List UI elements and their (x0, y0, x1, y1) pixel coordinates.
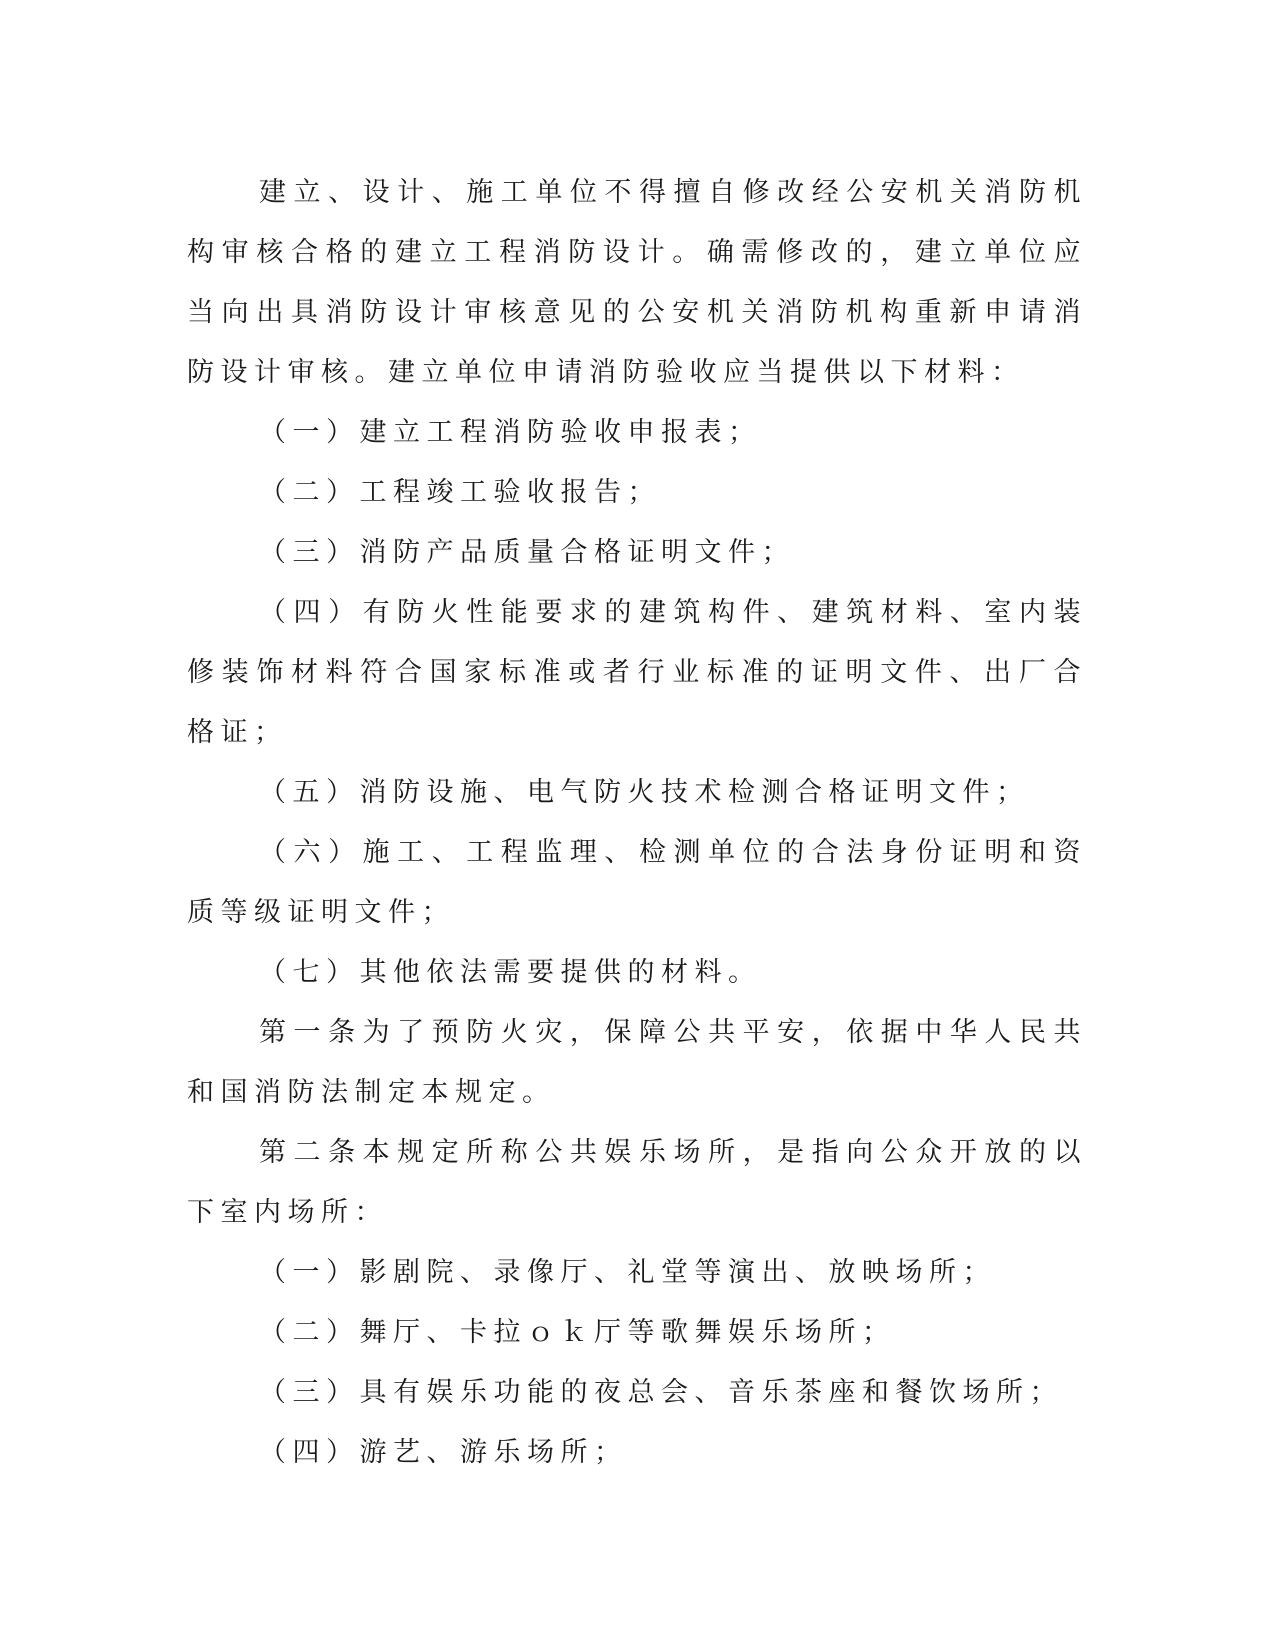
list-item-electrical-inspection: （五）消防设施、电气防火技术检测合格证明文件； (259, 777, 1030, 808)
list-item-completion-report: （二）工程竣工验收报告； (259, 477, 661, 508)
article-one: 第一条为了预防火灾，保障公共平安，依据中华人民共和国消防法制定本规定。 (187, 1017, 1087, 1108)
document-body (187, 163, 1087, 1483)
article-two: 第二条本规定所称公共娱乐场所，是指向公众开放的以下室内场所： (187, 1137, 1087, 1228)
list-item-nightclubs: （三）具有娱乐功能的夜总会、音乐茶座和餐饮场所； (259, 1377, 1063, 1408)
list-item-dance-halls: （二）舞厅、卡拉ｏｋ厅等歌舞娱乐场所； (259, 1317, 896, 1348)
paragraph-design-modification: 建立、设计、施工单位不得擅自修改经公安机关消防机构审核合格的建立工程消防设计。确需修改的，建立单位应当向出具消防设计审核意见的公安机关消防机构重新申请消防设计审核。建立单位申请消防验收应当提供以下材料： (187, 177, 1087, 388)
list-item-amusement: （四）游艺、游乐场所； (259, 1437, 628, 1468)
list-item-product-quality-certificate: （三）消防产品质量合格证明文件； (259, 537, 795, 568)
list-item-other-materials: （七）其他依法需要提供的材料。 (259, 957, 762, 988)
list-item-acceptance-form: （一）建立工程消防验收申报表； (259, 417, 762, 448)
list-item-fire-resistant-materials: （四）有防火性能要求的建筑构件、建筑材料、室内装修装饰材料符合国家标准或者行业标准的证明文件、出厂合格证； (187, 597, 1087, 748)
list-item-theaters: （一）影剧院、录像厅、礼堂等演出、放映场所； (259, 1257, 996, 1288)
list-item-qualification-certificates: （六）施工、工程监理、检测单位的合法身份证明和资质等级证明文件； (187, 837, 1087, 928)
